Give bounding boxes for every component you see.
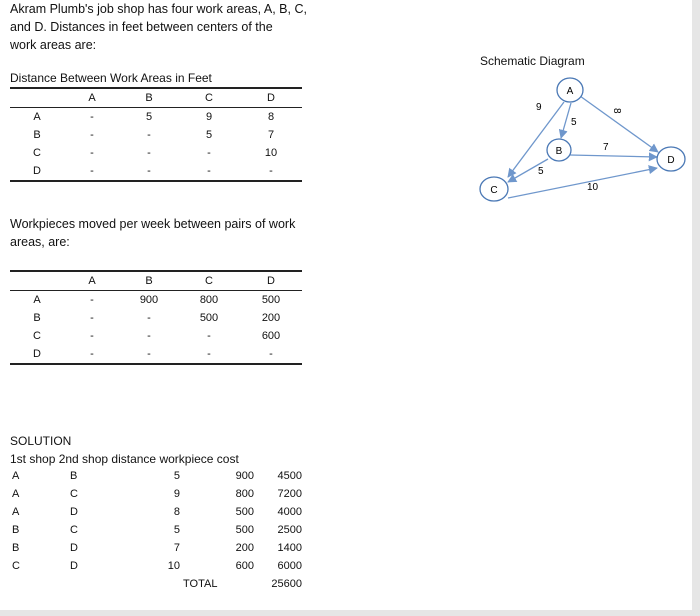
- node-label: B: [555, 146, 563, 157]
- table-cell: -: [147, 147, 151, 159]
- cost-value: 4500: [277, 470, 302, 482]
- second-shop: C: [70, 524, 78, 536]
- edge-label: 5: [538, 166, 544, 177]
- distance-value: 8: [173, 506, 180, 518]
- intro-line: Akram Plumb's job shop has four work areas, A, B, C,: [10, 2, 307, 16]
- table-row: [10, 470, 310, 488]
- distance-value: 5: [173, 470, 180, 482]
- table-cell: 5: [145, 111, 153, 123]
- first-shop: A: [12, 470, 20, 482]
- first-shop: B: [12, 524, 20, 536]
- table-cell: -: [90, 312, 94, 324]
- table-cell: -: [120, 162, 178, 181]
- table-row: [10, 108, 302, 127]
- table-cell: -: [178, 162, 240, 181]
- total-value: 25600: [271, 578, 302, 590]
- distance-value: 7: [173, 542, 180, 554]
- table-header-cell: C: [178, 271, 240, 291]
- total-label: TOTAL: [183, 578, 218, 590]
- row-label: C: [33, 147, 41, 159]
- table-cell: -: [90, 330, 94, 342]
- table-row: [10, 144, 302, 162]
- table-header-cell: A: [64, 271, 120, 291]
- row-label: C: [33, 330, 41, 342]
- table-row: [10, 542, 310, 560]
- row-label: A: [33, 294, 41, 306]
- table-header-cell: [10, 271, 64, 291]
- workpiece-value: 900: [235, 470, 254, 482]
- table-header-cell: [10, 88, 64, 108]
- table-cell: -: [64, 345, 120, 364]
- table-cell: 800: [199, 294, 219, 306]
- first-shop: B: [12, 542, 20, 554]
- table-cell: 200: [261, 312, 281, 324]
- edge-a-d: [580, 96, 658, 152]
- first-shop: C: [12, 560, 20, 572]
- solution-header: 1st shop 2nd shop distance workpiece cost: [10, 452, 239, 466]
- schematic-diagram: [470, 50, 700, 220]
- edge-a-b: [561, 103, 571, 138]
- cost-value: 1400: [277, 542, 302, 554]
- workpiece-line: Workpieces moved per week between pairs of work: [10, 217, 296, 231]
- table-row: [10, 560, 310, 578]
- distance-value: 10: [167, 560, 180, 572]
- second-shop: D: [70, 506, 78, 518]
- first-shop: A: [12, 488, 20, 500]
- second-shop: C: [70, 488, 78, 500]
- distance-value: 9: [173, 488, 180, 500]
- table-row: [10, 524, 310, 542]
- table-cell: -: [90, 111, 94, 123]
- table-cell: -: [178, 345, 240, 364]
- cost-value: 6000: [277, 560, 302, 572]
- cost-value: 4000: [277, 506, 302, 518]
- table-cell: -: [147, 330, 151, 342]
- table-row: [10, 309, 302, 327]
- workpiece-value: 500: [235, 506, 254, 518]
- table-cell: 900: [139, 294, 159, 306]
- table-cell: -: [120, 345, 178, 364]
- table-cell: -: [207, 147, 211, 159]
- cost-value: 2500: [277, 524, 302, 536]
- table-cell: 8: [267, 111, 275, 123]
- distance-table-caption: Distance Between Work Areas in Feet: [10, 71, 212, 85]
- table-header-cell: A: [64, 88, 120, 108]
- workpiece-paragraph: [10, 215, 310, 251]
- distance-value: 5: [173, 524, 180, 536]
- table-cell: 600: [261, 330, 281, 342]
- table-cell: -: [240, 345, 302, 364]
- workpiece-value: 600: [235, 560, 254, 572]
- table-row: [10, 291, 302, 310]
- table-header-cell: B: [120, 271, 178, 291]
- row-label: B: [33, 129, 41, 141]
- second-shop: B: [70, 470, 78, 482]
- table-row: [10, 327, 302, 345]
- table-row: [10, 488, 310, 506]
- table-row: [10, 162, 302, 181]
- table-cell: 500: [261, 294, 281, 306]
- edge-c-d: [508, 168, 657, 198]
- table-cell: 5: [205, 129, 213, 141]
- edge-label: 7: [603, 142, 609, 153]
- edge-label: 9: [536, 102, 542, 113]
- second-shop: D: [70, 560, 78, 572]
- first-shop: A: [12, 506, 20, 518]
- edge-b-d: [570, 155, 657, 157]
- table-header-cell: D: [240, 88, 302, 108]
- node-label: C: [490, 185, 498, 196]
- edge-label: 10: [587, 182, 599, 193]
- intro-line: work areas are:: [10, 38, 97, 52]
- table-row: [10, 506, 310, 524]
- table-cell: -: [90, 129, 94, 141]
- window-edge-bottom: [0, 610, 700, 616]
- row-label: D: [10, 162, 64, 181]
- intro-paragraph: [10, 0, 310, 54]
- table-row: [10, 126, 302, 144]
- table-cell: 500: [199, 312, 219, 324]
- row-label: B: [33, 312, 41, 324]
- cost-value: 7200: [277, 488, 302, 500]
- table-cell: -: [147, 129, 151, 141]
- table-cell: -: [90, 147, 94, 159]
- edge-label: 5: [571, 117, 577, 128]
- row-label: D: [10, 345, 64, 364]
- workpiece-line: areas, are:: [10, 235, 70, 249]
- row-label: A: [33, 111, 41, 123]
- table-header-row: [10, 88, 302, 108]
- table-header-row: [10, 271, 302, 291]
- table-cell: -: [240, 162, 302, 181]
- table-cell: 10: [264, 147, 278, 159]
- table-cell: -: [64, 162, 120, 181]
- diagram-title: Schematic Diagram: [480, 54, 585, 68]
- second-shop: D: [70, 542, 78, 554]
- workpiece-value: 200: [235, 542, 254, 554]
- table-cell: 9: [205, 111, 213, 123]
- intro-line: and D. Distances in feet between centers of the: [10, 20, 273, 34]
- table-cell: -: [147, 312, 151, 324]
- workpiece-value: 500: [235, 524, 254, 536]
- solution-title: SOLUTION: [10, 434, 72, 448]
- table-row: [10, 345, 302, 364]
- table-header-cell: B: [120, 88, 178, 108]
- table-cell: -: [90, 294, 94, 306]
- workpiece-table: [10, 270, 302, 365]
- workpiece-value: 800: [235, 488, 254, 500]
- node-label: D: [667, 155, 675, 166]
- table-header-cell: C: [178, 88, 240, 108]
- table-cell: 7: [267, 129, 275, 141]
- table-header-cell: D: [240, 271, 302, 291]
- distance-table: [10, 87, 302, 182]
- edge-label: 8: [611, 108, 622, 114]
- table-cell: -: [207, 330, 211, 342]
- node-label: A: [566, 86, 574, 97]
